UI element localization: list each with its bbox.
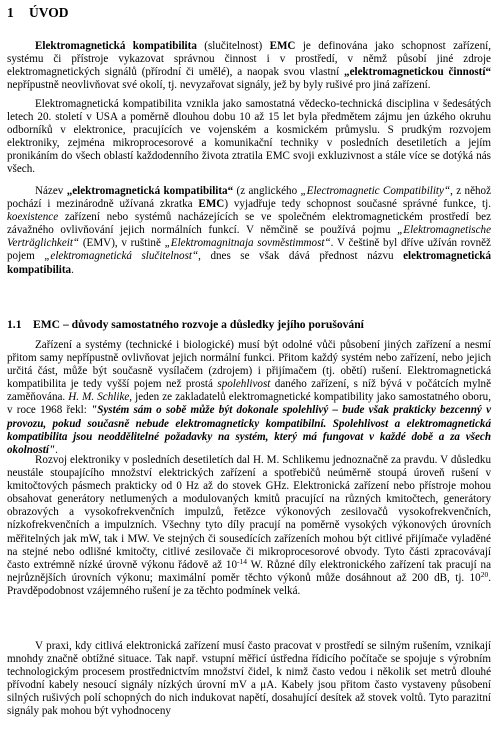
term-italic: „Elektromagnitnaja sovměstimmost“ bbox=[164, 237, 331, 250]
text-run: ) vyjadřuje tedy schopnost současné správné funkce, tj. bbox=[224, 198, 491, 211]
text-run: . bbox=[71, 263, 74, 276]
quote: "Systém sám o sobě může být dokonale spolehlivý – bude však prakticky bezcenný v provozu, pokud současně nebude elektromagneticky kompatibilní. Spolehlivost a elektromagnetická kompatibilita jsou neoddělitelné požadavky na systém, který má fungovat v každé době a za všech okolností" bbox=[7, 404, 492, 456]
term-italic: koexistence bbox=[7, 211, 59, 224]
text-run: (EMV), v ruštině bbox=[79, 237, 165, 250]
term-bold: „elektromagnetická kompatibilita“ bbox=[66, 185, 234, 197]
exponent: -14 bbox=[237, 556, 248, 566]
text-run: (slučitelnost) bbox=[196, 40, 270, 52]
text-run: . bbox=[55, 443, 58, 456]
exponent: 20 bbox=[480, 569, 489, 579]
author-name: H. M. Schlike bbox=[68, 391, 130, 404]
text-run: zařízení nebo systémů nacházejících se ve společném elektromagnetickém prostředí bez závažného ovlivňování jejich normálních funkcí. V němčině se používá pojmu bbox=[7, 211, 491, 237]
text-run: . Pravděpodobnost vzájemného rušení je za těchto podmínek velká. bbox=[7, 571, 491, 597]
text-run: W. Různé díly elektronického zařízení tak pracují na nejrůznějších úrovních výkonu; maximální poměr těchto výkonů může dosáhnout až 200 dB, tj. 10 bbox=[7, 558, 492, 584]
paragraph-emc-definition bbox=[7, 40, 491, 92]
text-run: . V češtině byl dříve užíván rovněž pojem bbox=[7, 237, 491, 263]
term-bold: elektromagnetická kompatibilita bbox=[7, 250, 492, 276]
text-run: Název bbox=[35, 185, 67, 197]
text-run: Zařízení a systémy (technické i biologické) musí být odolné vůči působení jiných zařízení a nesmí přitom samy nepřípustně ovlivňovat jejich normální funkci. Přitom každý systém nebo zařízení, nebo jejich určitá část, může být současně vysílačem (zdrojem) i přijímačem (tj. obětí) rušení. Elektromagnetická kompatibilita je tedy vyšší pojem než prostá bbox=[7, 339, 491, 391]
paragraph-practice: V praxi, kdy citlivá elektronická zařízení musí často pracovat v prostředí se silným rušením, vznikají mnohdy značně obtížné situace. Tak např. vstupní měřicí ústředna řídicího počítače se spojuje s výrobním technologickým procesem prostřednictvím množství čidel, k nimž často vedou i několik set metrů dlouhé přívodní kabely nesoucí signály nízkých úrovní mV a μA. Kabely jsou přitom často vystaveny působení silných rušivých polí schopných do nich indukovat napětí, dosahující desítek až stovek voltů. Tyto parazitní signály pak mohou být vyhodnoceny bbox=[7, 640, 491, 718]
term-italic: „Elektromagnetische Verträglichkeit“ bbox=[7, 224, 491, 250]
paragraph-interference-levels bbox=[7, 454, 491, 598]
chapter-heading bbox=[7, 6, 68, 19]
paragraph-naming bbox=[7, 185, 491, 277]
paragraph-reliability bbox=[7, 339, 491, 457]
term-emc: Elektromagnetická kompatibilita bbox=[35, 40, 197, 52]
term-italic: „elektromagnetická slučitelnost“ bbox=[44, 250, 199, 263]
text-run: , dnes se však dává přednost názvu bbox=[198, 250, 404, 263]
section-number: 1.1 bbox=[7, 318, 22, 331]
paragraph-history: Elektromagnetická kompatibilita vznikla jako samostatná vědecko-technická disciplina v šedesátých letech 20. století v USA a poměrně dlouhou dobu 10 až 15 let byla předmětem zájmu jen úzkého okruhu odborníků v elektronice, pracujících ve vojenském a kosmickém průmyslu. S prudkým rozvojem elektroniky, zejména mikroprocesorové a komunikační techniky v posledních desetiletích a jejím pronikáním do všech oblastí každodenního života ztratila EMC svoji exkluzivnost a stále více se dotýká nás všech. bbox=[7, 98, 491, 176]
section-heading bbox=[7, 318, 364, 331]
text-run: je definována jako schopnost zařízení, systému či přístroje vykazovat správnou činnost i v prostředí, v němž působí jiné zdroje elektromagnetických signálů (přírodní či umělé), a naopak svou vlastní bbox=[7, 40, 491, 79]
term-bold: EMC bbox=[198, 198, 225, 211]
text-run: Rozvoj elektroniky v posledních desetiletích dal H. M. Schlikemu jednoznačně za pravdu. V důsledku neustále stoupajícího množství elektrických zařízení a spotřebičů neúměrně stoupá úroveň rušení v kmitočtových pásmech prakticky od 0 Hz až do stovek GHz. Elektronická zařízení nebo přístroje mohou obsahovat generátory netlumených a modulovaných kmitů pracující na různých kmitočtech, generátory obrazových a vysokofrekvenčních impulzů, řetězce výkonových zesilovačů vysokofrekvenčních, nízkofrekvenčních a impulzních. Všechny tyto díly pracují na poměrně vysokých výkonových úrovních měřitelných jak mW, tak i MW. Ve stejných či sousedících zařízeních mohou být citlivé přijímače vyladěné na stejné nebo odlišné kmitočty, citlivé zesilovače či mikroprocesorové obvody. Tyto části zpracovávají často extrémně nízké úrovně výkonu řádově až 10 bbox=[7, 454, 491, 571]
abbreviation-emc: EMC bbox=[269, 40, 296, 52]
text-run: nepřípustně neovlivňovat své okolí, tj. nevyzařovat signály, jež by byly rušivé pro jiná zařízení. bbox=[7, 79, 431, 92]
section-title: EMC – důvody samostatného rozvoje a důsledky jejího porušování bbox=[33, 318, 364, 331]
term-italic: spolehlivost bbox=[217, 378, 271, 391]
text-run: , jeden ze zakladatelů elektromagnetické kompatibility jako samostatného oboru, v roce 1968 řekl: bbox=[7, 391, 491, 417]
chapter-title: ÚVOD bbox=[29, 5, 69, 20]
chapter-number: 1 bbox=[7, 5, 14, 20]
text-run: (z anglického bbox=[233, 185, 301, 197]
term-italic: „Electromagnetic Compatibility“ bbox=[300, 185, 451, 197]
text-run: daného zařízení, s níž bývá v počátcích mylně zaměňována. bbox=[7, 378, 491, 404]
term-em-activity: „elektromagnetickou činností“ bbox=[344, 66, 492, 79]
text-run: , z něhož pochází i mezinárodně užívaná zkratka bbox=[7, 185, 492, 211]
